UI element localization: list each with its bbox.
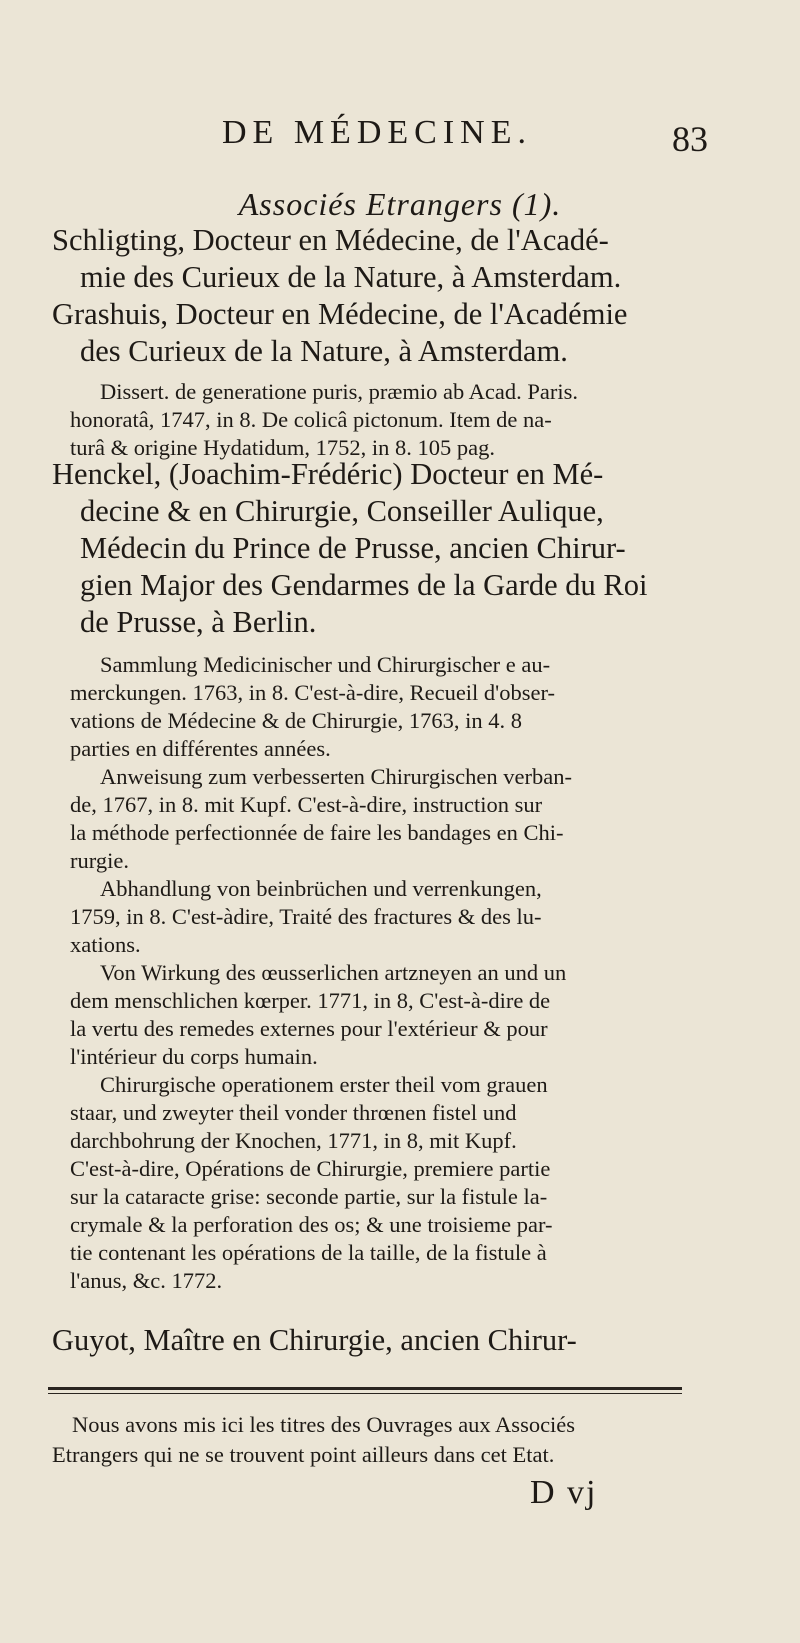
footnote-rule: [48, 1387, 682, 1390]
entry-line: mie des Curieux de la Nature, à Amsterdam.: [80, 260, 622, 294]
entry-line: Médecin du Prince de Prusse, ancien Chirur-: [80, 531, 626, 565]
entry-line: decine & en Chirurgie, Conseiller Aulique,: [80, 494, 604, 528]
work-line: Von Wirkung des œusserlichen artzneyen an und un: [100, 960, 567, 985]
entry-henckel: [52, 456, 712, 1295]
footnote: [52, 1410, 732, 1470]
work-line: Dissert. de generatione puris, præmio ab Acad. Paris.: [100, 379, 579, 404]
page-number: 83: [672, 119, 708, 159]
work-line: crymale & la perforation des os; & une troisieme par-: [70, 1212, 553, 1237]
entry-text: [52, 456, 712, 641]
signature-mark: D vj: [530, 1474, 598, 1511]
entry-text: [52, 1322, 712, 1359]
work-line: de, 1767, in 8. mit Kupf. C'est-à-dire, instruction sur: [70, 792, 543, 817]
work-line: dem menschlichen kœrper. 1771, in 8, C'est-à-dire de: [70, 988, 551, 1013]
work-line: rurgie.: [70, 848, 129, 873]
entry-text: [52, 296, 712, 370]
work-line: Chirurgische operationem erster theil vom grauen: [100, 1072, 548, 1097]
work-line: sur la cataracte grise: seconde partie, sur la fistule la-: [70, 1184, 548, 1209]
work-line: Sammlung Medicinischer und Chirurgischer e au-: [100, 652, 551, 677]
work-line: 1759, in 8. C'est-àdire, Traité des fractures & des lu-: [70, 904, 542, 929]
work-line: la vertu des remedes externes pour l'extérieur & pour: [70, 1016, 548, 1041]
page-header: [0, 108, 800, 168]
entry-line: des Curieux de la Nature, à Amsterdam.: [80, 334, 568, 368]
work-line: merckungen. 1763, in 8. C'est-à-dire, Recueil d'obser-: [70, 680, 556, 705]
entry-line: Grashuis, Docteur en Médecine, de l'Académie: [52, 297, 628, 331]
entry-schligting: [52, 222, 712, 296]
work-line: turâ & origine Hydatidum, 1752, in 8. 105 pag.: [70, 435, 495, 460]
section-title: Associés Etrangers (1).: [238, 186, 562, 222]
running-head: DE MÉDECINE.: [222, 114, 532, 151]
works-list: [52, 378, 712, 462]
work-line: Anweisung zum verbesserten Chirurgischen verban-: [100, 764, 572, 789]
entry-line: Schligting, Docteur en Médecine, de l'Acadé-: [52, 223, 609, 257]
works-list: [52, 651, 712, 1295]
entry-text: [52, 222, 712, 296]
footnote-line: Nous avons mis ici les titres des Ouvrages aux Associés: [72, 1412, 576, 1437]
entry-grashuis: [52, 296, 712, 462]
work-line: vations de Médecine & de Chirurgie, 1763, in 4. 8: [70, 708, 522, 733]
entry-line: gien Major des Gendarmes de la Garde du Roi: [80, 568, 648, 602]
work-line: Abhandlung von beinbrüchen und verrenkungen,: [100, 876, 542, 901]
entry-line: Guyot, Maître en Chirurgie, ancien Chirur-: [52, 1323, 577, 1357]
entry-line: Henckel, (Joachim-Frédéric) Docteur en Mé-: [52, 457, 604, 491]
work-line: C'est-à-dire, Opérations de Chirurgie, premiere partie: [70, 1156, 551, 1181]
work-line: tie contenant les opérations de la taille, de la fistule à: [70, 1240, 547, 1265]
work-line: parties en différentes années.: [70, 736, 331, 761]
work-line: l'anus, &c. 1772.: [70, 1268, 223, 1293]
footnote-line: Etrangers qui ne se trouvent point ailleurs dans cet Etat.: [52, 1442, 555, 1467]
work-line: honoratâ, 1747, in 8. De colicâ pictonum. Item de na-: [70, 407, 552, 432]
entry-line: de Prusse, à Berlin.: [80, 605, 317, 639]
work-line: darchbohrung der Knochen, 1771, in 8, mit Kupf.: [70, 1128, 517, 1153]
entry-guyot: [52, 1322, 712, 1359]
footnote-rule-thin: [48, 1393, 682, 1394]
work-line: la méthode perfectionnée de faire les bandages en Chi-: [70, 820, 564, 845]
work-line: xations.: [70, 932, 141, 957]
work-line: l'intérieur du corps humain.: [70, 1044, 318, 1069]
work-line: staar, und zweyter theil vonder thrœnen fistel und: [70, 1100, 517, 1125]
